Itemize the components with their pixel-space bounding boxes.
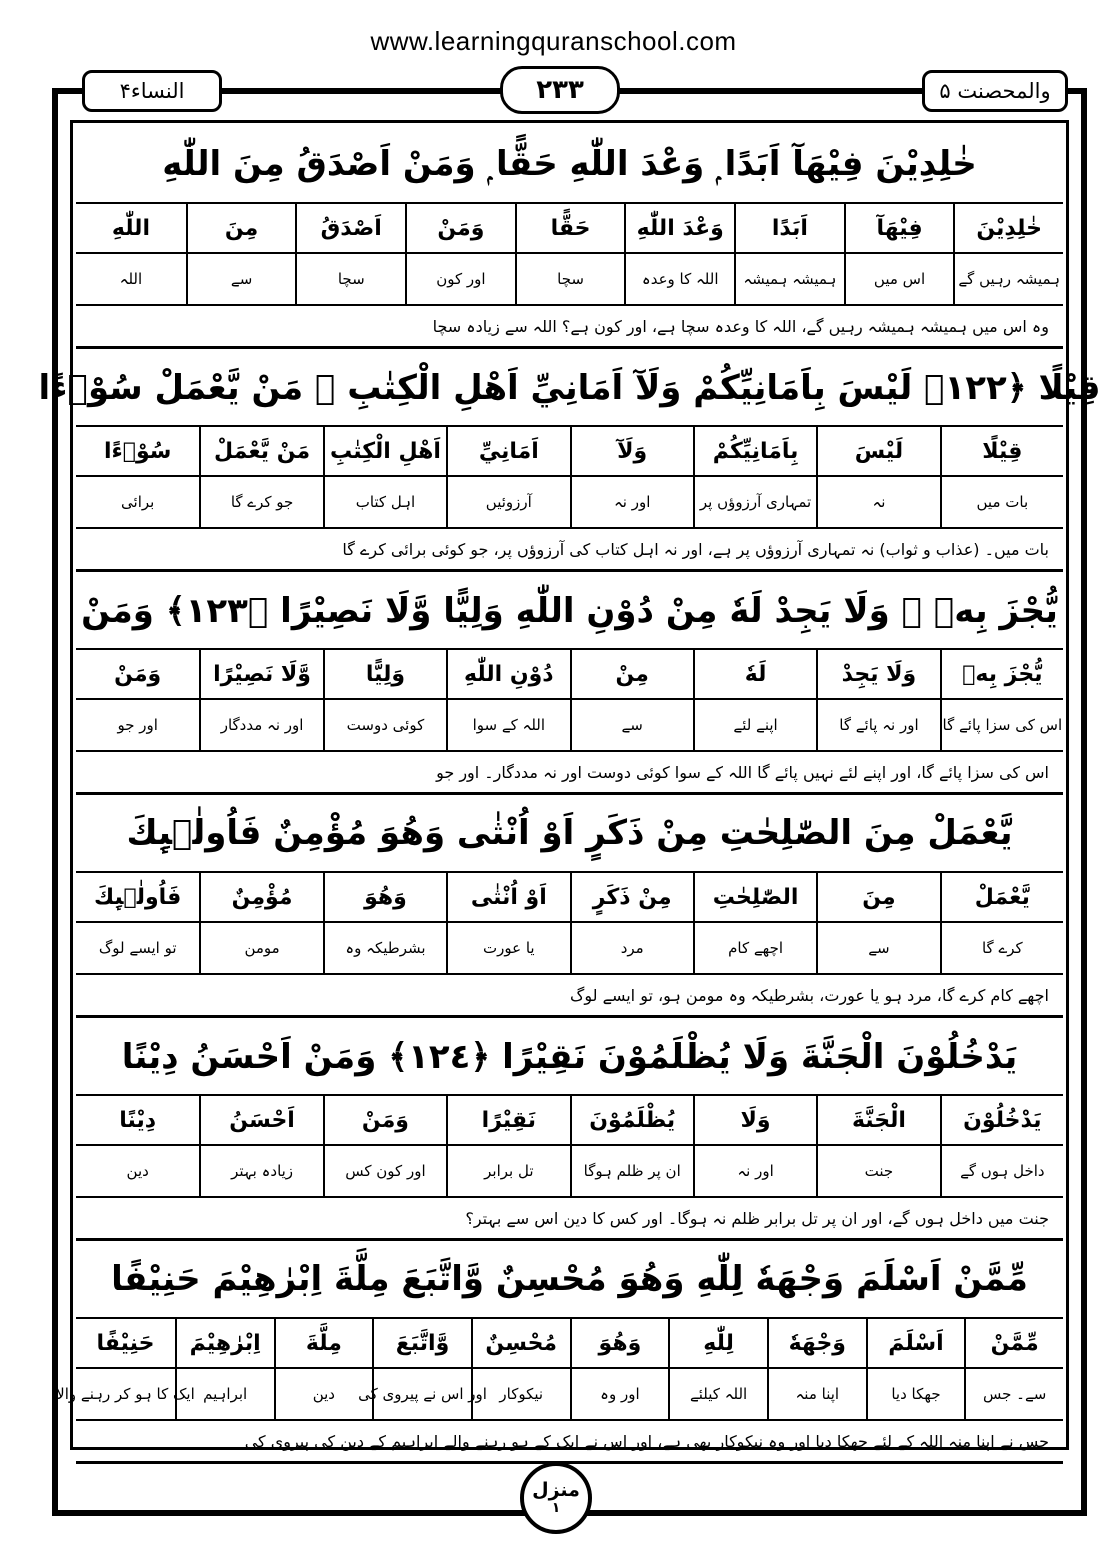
meaning-row xyxy=(56,1369,1063,1421)
arabic-verse: يُّجْزَ بِهٖ ۙ وَلَا يَجِدْ لَهٗ مِنْ دُوْنِ اللّٰهِ وَلِيًّا وَّلَا نَصِيْرًا ﴿١٢٣﴾ وَمَنْ xyxy=(76,572,1063,650)
urdu-meaning-cell: اور وہ xyxy=(570,1369,669,1419)
urdu-meaning-cell: مومن xyxy=(199,923,322,973)
arabic-word-cell: مِلَّةَ xyxy=(274,1319,373,1367)
arabic-word-cell: بِاَمَانِيِّكُمْ xyxy=(693,427,816,475)
urdu-meaning-cell: اللہ کیلئے xyxy=(668,1369,767,1419)
arabic-word-cell: وَمَنْ xyxy=(405,204,515,252)
arabic-word-cell: سُوْۗءًا xyxy=(103,438,172,464)
arabic-word-cell: الْجَنَّةَ xyxy=(816,1096,939,1144)
urdu-meaning-cell: نیکوکار xyxy=(471,1369,570,1419)
arabic-word-cell: مِّمَّنْ xyxy=(964,1319,1063,1367)
urdu-meaning-cell: اس میں xyxy=(844,254,954,304)
word-row xyxy=(76,427,1063,477)
urdu-meaning-cell: اللہ کا وعدہ xyxy=(624,254,734,304)
arabic-word-cell: اَهْلِ الْكِتٰبِ xyxy=(323,427,446,475)
word-row xyxy=(76,1096,1063,1146)
arabic-verse: خٰلِدِيْنَ فِيْهَآ اَبَدًا ۭ وَعْدَ اللّٰهِ حَقًّا ۭ وَمَنْ اَصْدَقُ مِنَ اللّٰهِ xyxy=(76,126,1063,204)
word-row xyxy=(76,650,1063,700)
manzil-number: ١ xyxy=(551,1499,561,1516)
arabic-word-cell: الصّٰلِحٰتِ xyxy=(693,873,816,921)
urdu-meaning-cell: زیادہ بہتر xyxy=(199,1146,322,1196)
urdu-meaning-cell: اپنا منہ xyxy=(767,1369,866,1419)
urdu-meaning-cell: یا عورت xyxy=(446,923,569,973)
arabic-word-cell: اِبْرٰهِيْمَ xyxy=(175,1319,274,1367)
arabic-word-cell: وَّاتَّبَعَ xyxy=(372,1319,471,1367)
arabic-word-cell: مَنْ يَّعْمَلْ xyxy=(199,427,322,475)
arabic-word-cell: نَقِيْرًا xyxy=(446,1096,569,1144)
urdu-meaning-cell: دین xyxy=(126,1162,149,1180)
arabic-word-cell: اَوْ اُنْثٰى xyxy=(446,873,569,921)
urdu-meaning-cell: اور کون xyxy=(405,254,515,304)
arabic-verse: قِيْلًا ﴿١٢٢﴾ لَيْسَ بِاَمَانِيِّكُمْ وَلَآ اَمَانِيِّ اَهْلِ الْكِتٰبِ ۭ مَنْ يَّعْمَلْ سُوْۗءًا xyxy=(76,349,1063,427)
arabic-word-cell: وَمَنْ xyxy=(114,661,162,687)
manzil-badge xyxy=(520,1462,592,1534)
urdu-meaning-cell: اس کی سزا پائے گا xyxy=(940,700,1063,750)
arabic-word-cell: لَيْسَ xyxy=(816,427,939,475)
word-row xyxy=(76,873,1063,923)
arabic-word-cell: وَعْدَ اللّٰهِ xyxy=(624,204,734,252)
urdu-meaning-cell: سے xyxy=(570,700,693,750)
arabic-word-cell: فِيْهَآ xyxy=(844,204,954,252)
arabic-word-cell: وَھُوَ xyxy=(570,1319,669,1367)
urdu-meaning-cell: نہ xyxy=(816,477,939,527)
urdu-meaning-cell: کرے گا xyxy=(940,923,1063,973)
arabic-word-cell: حَقًّا xyxy=(515,204,625,252)
urdu-meaning-cell: اللہ xyxy=(119,270,143,288)
arabic-verse: يَدْخُلُوْنَ الْجَنَّةَ وَلَا يُظْلَمُوْنَ نَقِيْرًا ﴿١٢٤﴾ وَمَنْ اَحْسَنُ دِيْنًا xyxy=(76,1018,1063,1096)
urdu-translation: جنت میں داخل ہوں گے، اور ان پر تل برابر ظلم نہ ہوگا۔ اور کس کا دین اس سے بہتر؟ xyxy=(76,1198,1063,1241)
arabic-word-cell: خٰلِدِيْنَ xyxy=(953,204,1063,252)
arabic-word-cell: مُؤْمِنٌ xyxy=(199,873,322,921)
urdu-meaning-cell: ابراہیم xyxy=(175,1369,274,1419)
urdu-translation: جس نے اپنا منہ اللہ کے لئے جھکا دیا اور وہ نیکوکار بھی ہے، اور اس نے ایک کے ہو رہنے والے ابراہیم کے دین کی پیروی کی xyxy=(76,1421,1063,1464)
urdu-translation: اس کی سزا پائے گا، اور اپنے لئے نہیں پائے گا اللہ کے سوا کوئی دوست اور نہ مددگار۔ اور جو xyxy=(76,752,1063,795)
meaning-row xyxy=(76,700,1063,752)
arabic-word-cell: دُوْنِ اللّٰهِ xyxy=(446,650,569,698)
arabic-word-cell: دِيْنًا xyxy=(119,1107,157,1133)
urdu-meaning-cell: برائی xyxy=(121,493,155,511)
arabic-word-cell: قِيْلًا xyxy=(940,427,1063,475)
urdu-meaning-cell: بات میں xyxy=(940,477,1063,527)
urdu-meaning-cell: تو ایسے لوگ xyxy=(98,939,177,957)
arabic-word-cell: وَھُوَ xyxy=(323,873,446,921)
arabic-word-cell: يُظْلَمُوْنَ xyxy=(570,1096,693,1144)
surah-name-label: النساء۴ xyxy=(82,70,222,112)
urdu-translation: وہ اس میں ہمیشہ ہمیشہ رہیں گے، اللہ کا وعدہ سچا ہے، اور کون ہے؟ اللہ سے زیادہ سچا xyxy=(76,306,1063,349)
urdu-meaning-cell: دین xyxy=(274,1369,373,1419)
urdu-meaning-cell: اور نہ xyxy=(570,477,693,527)
urdu-meaning-cell: بشرطیکہ وہ xyxy=(323,923,446,973)
arabic-word-cell: وَلَا xyxy=(693,1096,816,1144)
urdu-meaning-cell: ان پر ظلم ہوگا xyxy=(570,1146,693,1196)
urdu-meaning-cell: اور نہ مددگار xyxy=(199,700,322,750)
arabic-word-cell: اَبَدًا xyxy=(734,204,844,252)
urdu-meaning-cell: ہمیشہ ہمیشہ xyxy=(734,254,844,304)
meaning-row xyxy=(76,923,1063,975)
urdu-meaning-cell: سے xyxy=(186,254,296,304)
arabic-word-cell: مِنْ xyxy=(570,650,693,698)
arabic-word-cell: حَنِيْفًا xyxy=(96,1330,155,1356)
urdu-meaning-cell: اور نہ xyxy=(693,1146,816,1196)
meaning-row xyxy=(76,477,1063,529)
meaning-row xyxy=(76,254,1063,306)
urdu-meaning-cell: سے xyxy=(816,923,939,973)
urdu-meaning-cell: اور اس نے پیروی کی xyxy=(372,1369,471,1419)
arabic-word-cell: اَصْدَقُ xyxy=(295,204,405,252)
arabic-verse: مِّمَّنْ اَسْلَمَ وَجْهَهٗ لِلّٰهِ وَھُوَ مُحْسِنٌ وَّاتَّبَعَ مِلَّةَ اِبْرٰهِيْمَ حَنِيْفًا xyxy=(76,1241,1063,1319)
arabic-word-cell: وَمَنْ xyxy=(323,1096,446,1144)
arabic-word-cell: اَمَانِيِّ xyxy=(446,427,569,475)
urdu-meaning-cell: اپنے لئے xyxy=(693,700,816,750)
arabic-word-cell: مِنَ xyxy=(186,204,296,252)
arabic-verse: يَّعْمَلْ مِنَ الصّٰلِحٰتِ مِنْ ذَكَرٍ اَوْ اُنْثٰى وَھُوَ مُؤْمِنٌ فَاُولٰۗىِٕكَ xyxy=(76,795,1063,873)
manzil-label: منزل xyxy=(532,1478,580,1501)
urdu-meaning-cell: ایک کا ہو کر رہنے والا xyxy=(56,1385,195,1403)
arabic-word-cell: اَحْسَنُ xyxy=(199,1096,322,1144)
arabic-word-cell: وَلَآ xyxy=(570,427,693,475)
arabic-word-cell: وَلَا يَجِدْ xyxy=(816,650,939,698)
arabic-word-cell: يُّجْزَ بِهٖ xyxy=(940,650,1063,698)
word-row xyxy=(76,1319,1063,1369)
arabic-word-cell: لِلّٰهِ xyxy=(668,1319,767,1367)
urdu-meaning-cell: اور کون کس xyxy=(323,1146,446,1196)
arabic-word-cell: مِنْ ذَكَرٍ xyxy=(570,873,693,921)
arabic-word-cell: اللّٰهِ xyxy=(111,215,150,241)
urdu-meaning-cell: کوئی دوست xyxy=(323,700,446,750)
arabic-word-cell: لَهٗ xyxy=(693,650,816,698)
meaning-row xyxy=(76,1146,1063,1198)
verse-table xyxy=(38,126,1101,1464)
urdu-meaning-cell: داخل ہوں گے xyxy=(940,1146,1063,1196)
urdu-meaning-cell: اچھے کام xyxy=(693,923,816,973)
urdu-translation: اچھے کام کرے گا، مرد ہو یا عورت، بشرطیکہ وہ مومن ہو، تو ایسے لوگ xyxy=(76,975,1063,1018)
urdu-meaning-cell: مرد xyxy=(570,923,693,973)
arabic-word-cell: فَاُولٰۗىِٕكَ xyxy=(94,884,182,910)
urdu-meaning-cell: اور جو xyxy=(117,716,158,734)
arabic-word-cell: وَلِيًّا xyxy=(323,650,446,698)
urdu-meaning-cell: تمہاری آرزوؤں پر xyxy=(693,477,816,527)
urdu-meaning-cell: ہمیشہ رہیں گے xyxy=(953,254,1063,304)
site-url: www.learningquranschool.com xyxy=(370,26,737,56)
urdu-translation: بات میں۔ (عذاب و ثواب) نہ تمہاری آرزوؤں پر ہے، اور نہ اہل کتاب کی آرزوؤں پر، جو کوئی برائی کرے گا xyxy=(76,529,1063,572)
word-row xyxy=(76,204,1063,254)
arabic-word-cell: وَّلَا نَصِيْرًا xyxy=(199,650,322,698)
arabic-word-cell: اَسْلَمَ xyxy=(866,1319,965,1367)
juz-name-label: والمحصنت ۵ xyxy=(922,70,1068,112)
urdu-meaning-cell: سے۔ جس xyxy=(964,1369,1063,1419)
urdu-meaning-cell: جھکا دیا xyxy=(866,1369,965,1419)
arabic-word-cell: مُحْسِنٌ xyxy=(471,1319,570,1367)
urdu-meaning-cell: تل برابر xyxy=(446,1146,569,1196)
urdu-meaning-cell: جنت xyxy=(816,1146,939,1196)
urdu-meaning-cell: اور نہ پائے گا xyxy=(816,700,939,750)
arabic-word-cell: يَدْخُلُوْنَ xyxy=(940,1096,1063,1144)
arabic-word-cell: وَجْهَهٗ xyxy=(767,1319,866,1367)
urdu-meaning-cell: سچا xyxy=(515,254,625,304)
urdu-meaning-cell: جو کرے گا xyxy=(199,477,322,527)
arabic-word-cell: يَّعْمَلْ xyxy=(940,873,1063,921)
urdu-meaning-cell: اہل کتاب xyxy=(323,477,446,527)
urdu-meaning-cell: اللہ کے سوا xyxy=(446,700,569,750)
page-number: ٢٣٣ xyxy=(500,66,620,114)
arabic-word-cell: مِنَ xyxy=(816,873,939,921)
urdu-meaning-cell: سچا xyxy=(295,254,405,304)
urdu-meaning-cell: آرزوئیں xyxy=(446,477,569,527)
